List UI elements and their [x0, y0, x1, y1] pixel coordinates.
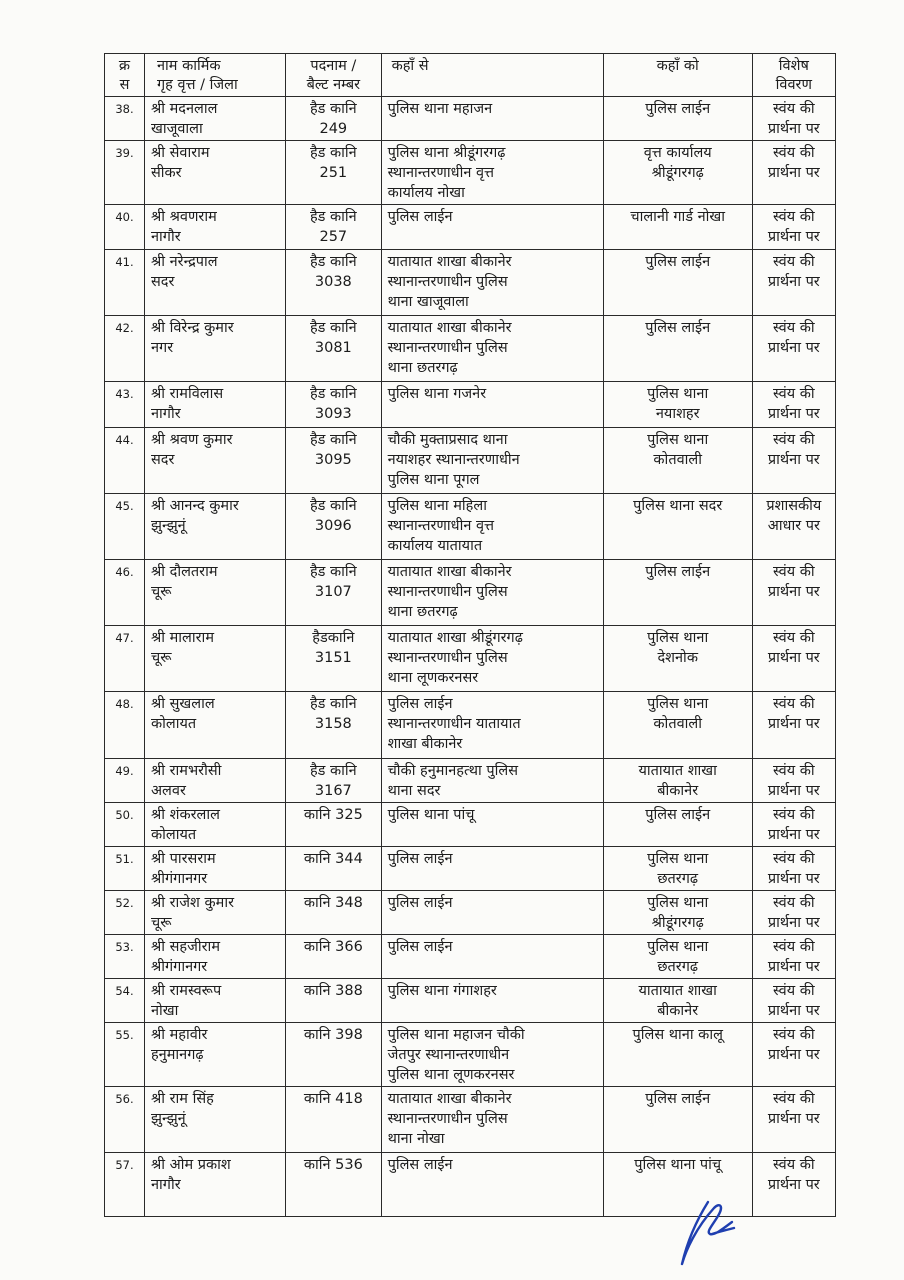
cell-post: हैड कानि 3093 — [286, 382, 382, 428]
cell-sn: 47. — [105, 626, 145, 692]
cell-remarks: स्वंय की प्रार्थना पर — [752, 803, 835, 847]
cell-remarks: स्वंय की प्रार्थना पर — [752, 891, 835, 935]
cell-remarks: स्वंय की प्रार्थना पर — [752, 759, 835, 803]
cell-sn: 55. — [105, 1023, 145, 1087]
cell-name: श्री रामभरौसी अलवर — [144, 759, 285, 803]
cell-post: हैड कानि 3038 — [286, 250, 382, 316]
cell-from: पुलिस लाईन — [381, 847, 603, 891]
table-row — [105, 382, 836, 428]
cell-sn: 38. — [105, 97, 145, 141]
cell-name: श्री दौलतराम चूरू — [144, 560, 285, 626]
cell-to: पुलिस लाईन — [603, 560, 752, 626]
cell-name: श्री श्रवणराम नागौर — [144, 205, 285, 250]
cell-name: श्री आनन्द कुमार झुन्झुनूं — [144, 494, 285, 560]
table-row — [105, 316, 836, 382]
cell-remarks: स्वंय की प्रार्थना पर — [752, 979, 835, 1023]
cell-from: पुलिस लाईन — [381, 891, 603, 935]
cell-to: पुलिस थाना कोतवाली — [603, 428, 752, 494]
cell-name: श्री सुखलाल कोलायत — [144, 692, 285, 759]
cell-post: कानि 366 — [286, 935, 382, 979]
cell-post: हैड कानि 3095 — [286, 428, 382, 494]
table-row — [105, 626, 836, 692]
cell-post: हैड कानि 249 — [286, 97, 382, 141]
cell-to: पुलिस थाना छतरगढ़ — [603, 935, 752, 979]
cell-from: पुलिस थाना महिला स्थानान्तरणाधीन वृत्त कार्यालय यातायात — [381, 494, 603, 560]
table-row — [105, 97, 836, 141]
cell-from: पुलिस थाना पांचू — [381, 803, 603, 847]
cell-sn: 56. — [105, 1087, 145, 1153]
cell-post: हैड कानि 3167 — [286, 759, 382, 803]
table-row — [105, 891, 836, 935]
cell-remarks: स्वंय की प्रार्थना पर — [752, 692, 835, 759]
header-to: कहाँ को — [603, 54, 752, 97]
cell-sn: 57. — [105, 1153, 145, 1217]
cell-from: चौकी हनुमानहत्था पुलिस थाना सदर — [381, 759, 603, 803]
cell-from: चौकी मुक्ताप्रसाद थाना नयाशहर स्थानान्तरणाधीन पुलिस थाना पूगल — [381, 428, 603, 494]
table-row — [105, 803, 836, 847]
cell-remarks: स्वंय की प्रार्थना पर — [752, 97, 835, 141]
cell-name: श्री सहजीराम श्रीगंगानगर — [144, 935, 285, 979]
cell-post: कानि 536 — [286, 1153, 382, 1217]
cell-sn: 51. — [105, 847, 145, 891]
cell-name: श्री रामविलास नागौर — [144, 382, 285, 428]
table-row — [105, 979, 836, 1023]
cell-to: पुलिस थाना छतरगढ़ — [603, 847, 752, 891]
cell-sn: 49. — [105, 759, 145, 803]
cell-from: पुलिस थाना श्रीडूंगरगढ़ स्थानान्तरणाधीन वृत्त कार्यालय नोखा — [381, 141, 603, 205]
cell-remarks: स्वंय की प्रार्थना पर — [752, 1087, 835, 1153]
header-post: पदनाम / बैल्ट नम्बर — [286, 54, 382, 97]
cell-post: कानि 348 — [286, 891, 382, 935]
header-from: कहाँ से — [381, 54, 603, 97]
cell-sn: 52. — [105, 891, 145, 935]
cell-from: यातायात शाखा बीकानेर स्थानान्तरणाधीन पुलिस थाना छतरगढ़ — [381, 316, 603, 382]
cell-name: श्री शंकरलाल कोलायत — [144, 803, 285, 847]
cell-sn: 40. — [105, 205, 145, 250]
header-sn: क्र स — [105, 54, 145, 97]
table-row — [105, 250, 836, 316]
cell-post: हैड कानि 251 — [286, 141, 382, 205]
cell-to: वृत्त कार्यालय श्रीडूंगरगढ़ — [603, 141, 752, 205]
cell-post: कानि 344 — [286, 847, 382, 891]
cell-sn: 43. — [105, 382, 145, 428]
header-remarks: विशेष विवरण — [752, 54, 835, 97]
cell-post: कानि 388 — [286, 979, 382, 1023]
cell-to: यातायात शाखा बीकानेर — [603, 759, 752, 803]
table-row — [105, 560, 836, 626]
cell-to: यातायात शाखा बीकानेर — [603, 979, 752, 1023]
table-row — [105, 205, 836, 250]
cell-remarks: प्रशासकीय आधार पर — [752, 494, 835, 560]
cell-to: पुलिस लाईन — [603, 97, 752, 141]
cell-remarks: स्वंय की प्रार्थना पर — [752, 847, 835, 891]
cell-remarks: स्वंय की प्रार्थना पर — [752, 935, 835, 979]
signature — [668, 1198, 742, 1270]
table-row — [105, 1023, 836, 1087]
header-row — [105, 54, 836, 97]
cell-name: श्री श्रवण कुमार सदर — [144, 428, 285, 494]
cell-to: पुलिस थाना पांचू — [603, 1153, 752, 1217]
cell-remarks: स्वंय की प्रार्थना पर — [752, 560, 835, 626]
cell-name: श्री नरेन्द्रपाल सदर — [144, 250, 285, 316]
cell-remarks: स्वंय की प्रार्थना पर — [752, 382, 835, 428]
cell-sn: 41. — [105, 250, 145, 316]
cell-to: पुलिस लाईन — [603, 803, 752, 847]
cell-name: श्री मदनलाल खाजूवाला — [144, 97, 285, 141]
cell-remarks: स्वंय की प्रार्थना पर — [752, 1153, 835, 1217]
cell-from: पुलिस लाईन स्थानान्तरणाधीन यातायात शाखा बीकानेर — [381, 692, 603, 759]
table-row — [105, 428, 836, 494]
table-row — [105, 1087, 836, 1153]
cell-remarks: स्वंय की प्रार्थना पर — [752, 1023, 835, 1087]
cell-from: पुलिस लाईन — [381, 935, 603, 979]
cell-post: कानि 325 — [286, 803, 382, 847]
cell-from: पुलिस थाना महाजन — [381, 97, 603, 141]
cell-from: पुलिस थाना गजनेर — [381, 382, 603, 428]
cell-post: हैड कानि 3158 — [286, 692, 382, 759]
cell-from: पुलिस लाईन — [381, 1153, 603, 1217]
cell-sn: 50. — [105, 803, 145, 847]
cell-name: श्री महावीर हनुमानगढ़ — [144, 1023, 285, 1087]
cell-remarks: स्वंय की प्रार्थना पर — [752, 316, 835, 382]
cell-to: पुलिस थाना सदर — [603, 494, 752, 560]
cell-post: हैड कानि 257 — [286, 205, 382, 250]
cell-remarks: स्वंय की प्रार्थना पर — [752, 250, 835, 316]
cell-from: पुलिस लाईन — [381, 205, 603, 250]
cell-sn: 44. — [105, 428, 145, 494]
table-body — [105, 97, 836, 1217]
cell-sn: 53. — [105, 935, 145, 979]
cell-to: पुलिस लाईन — [603, 316, 752, 382]
cell-to: पुलिस थाना नयाशहर — [603, 382, 752, 428]
cell-to: पुलिस थाना देशनोक — [603, 626, 752, 692]
cell-remarks: स्वंय की प्रार्थना पर — [752, 428, 835, 494]
cell-sn: 48. — [105, 692, 145, 759]
cell-name: श्री पारसराम श्रीगंगानगर — [144, 847, 285, 891]
cell-post: हैड कानि 3096 — [286, 494, 382, 560]
cell-from: यातायात शाखा श्रीडूंगरगढ़ स्थानान्तरणाधीन पुलिस थाना लूणकरनसर — [381, 626, 603, 692]
transfer-table — [104, 53, 836, 1217]
cell-from: यातायात शाखा बीकानेर स्थानान्तरणाधीन पुलिस थाना नोखा — [381, 1087, 603, 1153]
cell-post: कानि 398 — [286, 1023, 382, 1087]
cell-post: हैड कानि 3107 — [286, 560, 382, 626]
cell-sn: 54. — [105, 979, 145, 1023]
header-name: नाम कार्मिक गृह वृत्त / जिला — [144, 54, 285, 97]
cell-to: चालानी गार्ड नोखा — [603, 205, 752, 250]
cell-to: पुलिस थाना कोतवाली — [603, 692, 752, 759]
cell-remarks: स्वंय की प्रार्थना पर — [752, 205, 835, 250]
cell-to: पुलिस लाईन — [603, 1087, 752, 1153]
cell-name: श्री मालाराम चूरू — [144, 626, 285, 692]
cell-to: पुलिस थाना कालू — [603, 1023, 752, 1087]
cell-name: श्री राम सिंह झुन्झुनूं — [144, 1087, 285, 1153]
table-row — [105, 141, 836, 205]
cell-to: पुलिस थाना श्रीडूंगरगढ़ — [603, 891, 752, 935]
cell-name: श्री सेवाराम सीकर — [144, 141, 285, 205]
cell-post: हैड कानि 3081 — [286, 316, 382, 382]
table-row — [105, 935, 836, 979]
cell-from: यातायात शाखा बीकानेर स्थानान्तरणाधीन पुलिस थाना छतरगढ़ — [381, 560, 603, 626]
cell-sn: 42. — [105, 316, 145, 382]
cell-sn: 39. — [105, 141, 145, 205]
cell-from: यातायात शाखा बीकानेर स्थानान्तरणाधीन पुलिस थाना खाजूवाला — [381, 250, 603, 316]
cell-from: पुलिस थाना महाजन चौकी जेतपुर स्थानान्तरणाधीन पुलिस थाना लूणकरनसर — [381, 1023, 603, 1087]
cell-name: श्री विरेन्द्र कुमार नगर — [144, 316, 285, 382]
cell-to: पुलिस लाईन — [603, 250, 752, 316]
cell-remarks: स्वंय की प्रार्थना पर — [752, 626, 835, 692]
cell-post: हैडकानि 3151 — [286, 626, 382, 692]
cell-name: श्री रामस्वरूप नोखा — [144, 979, 285, 1023]
cell-name: श्री ओम प्रकाश नागौर — [144, 1153, 285, 1217]
cell-post: कानि 418 — [286, 1087, 382, 1153]
table-row — [105, 847, 836, 891]
cell-sn: 46. — [105, 560, 145, 626]
cell-name: श्री राजेश कुमार चूरू — [144, 891, 285, 935]
cell-sn: 45. — [105, 494, 145, 560]
table-row — [105, 759, 836, 803]
table-row — [105, 494, 836, 560]
table-row — [105, 692, 836, 759]
cell-from: पुलिस थाना गंगाशहर — [381, 979, 603, 1023]
cell-remarks: स्वंय की प्रार्थना पर — [752, 141, 835, 205]
